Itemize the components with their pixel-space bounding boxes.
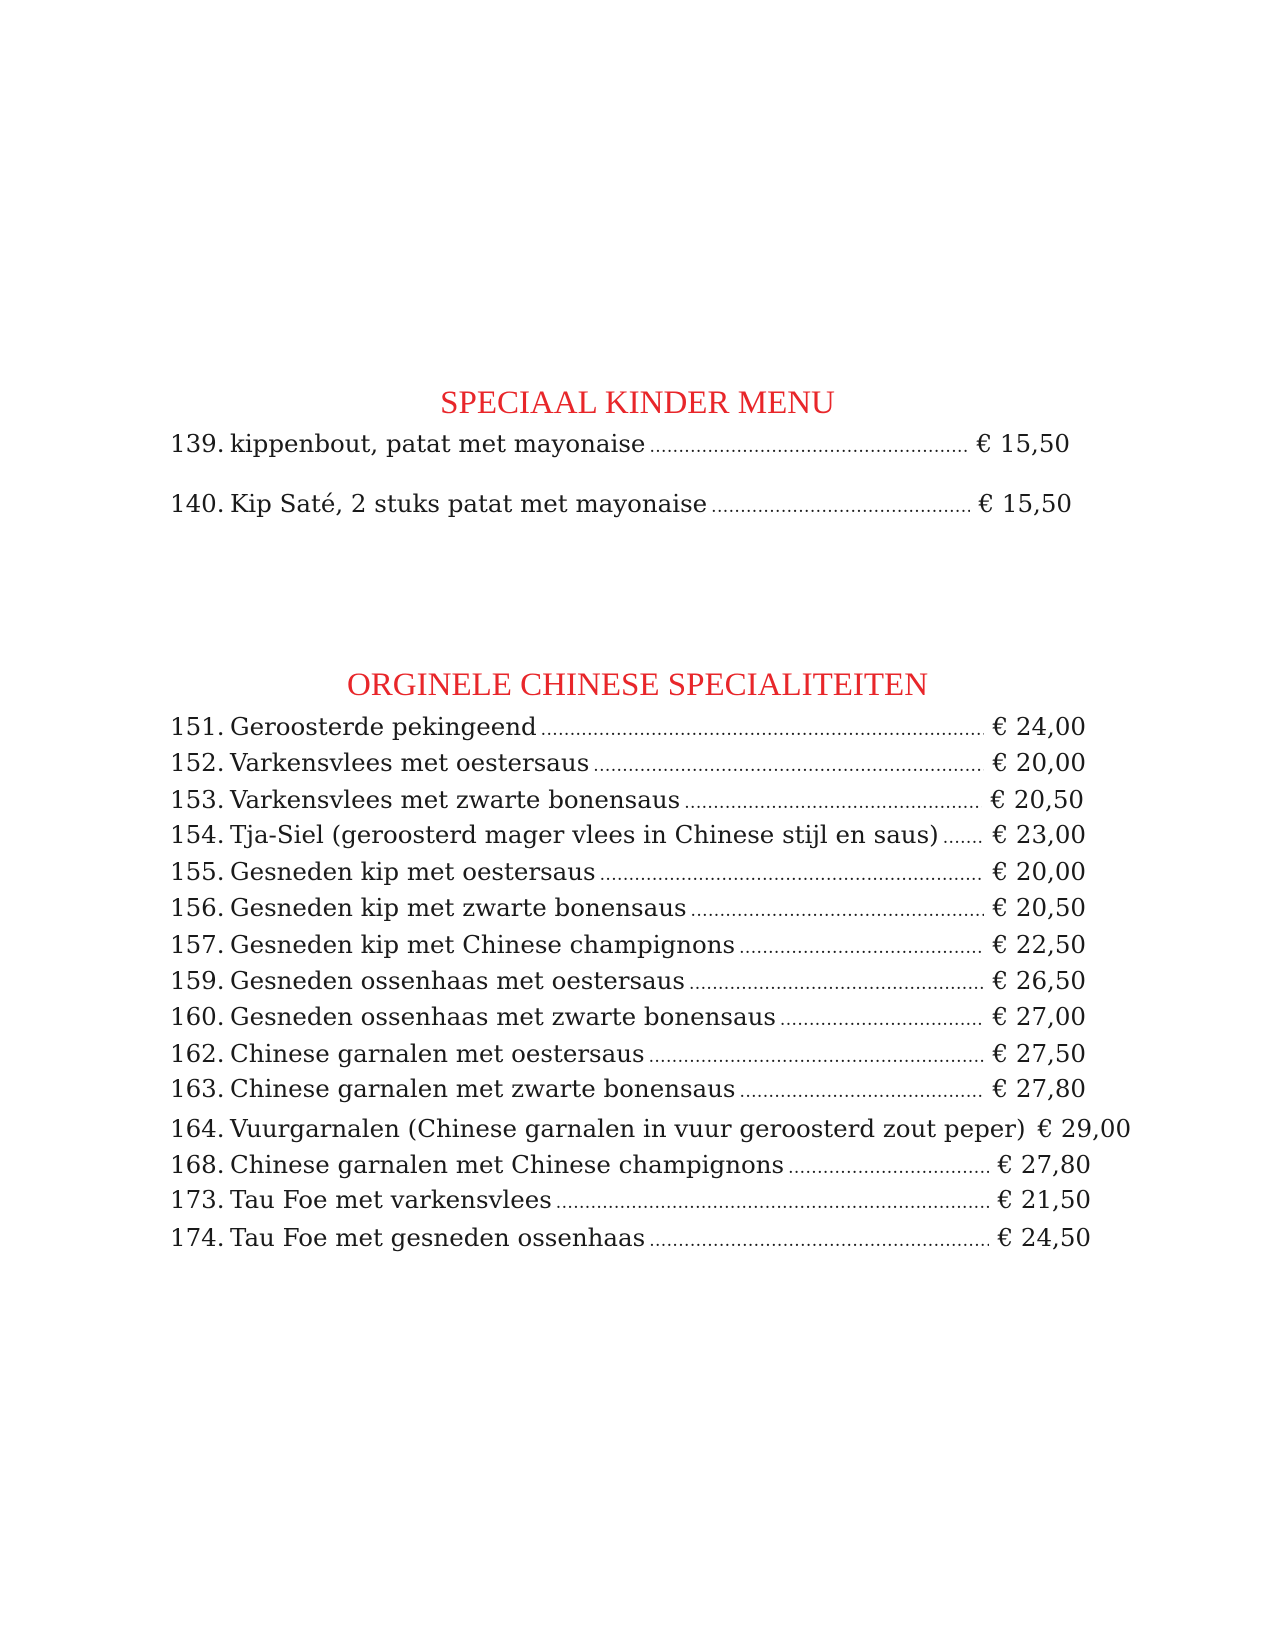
- item-name: Gesneden kip met oestersaus: [230, 857, 596, 886]
- item-name: Geroosterde pekingeend: [230, 712, 537, 741]
- menu-item-160: [170, 1000, 1086, 1034]
- item-name: Tau Foe met gesneden ossenhaas: [230, 1223, 646, 1252]
- dot-leader: [788, 1151, 989, 1185]
- dot-leader: [593, 749, 984, 783]
- item-number: 140.: [170, 489, 225, 518]
- item-price: € 24,50: [997, 1223, 1091, 1252]
- item-price: € 23,00: [992, 820, 1086, 849]
- section-title-kinder-menu: SPECIAAL KINDER MENU: [440, 385, 835, 421]
- menu-item-163: [170, 1072, 1086, 1106]
- item-price: € 29,00: [1037, 1114, 1132, 1143]
- item-price: € 20,50: [992, 893, 1086, 922]
- menu-item-140: [170, 487, 1072, 521]
- dot-leader: [600, 858, 985, 892]
- item-price: € 27,50: [992, 1039, 1086, 1068]
- dot-leader: [943, 821, 985, 855]
- item-price: € 15,50: [976, 429, 1070, 458]
- dot-leader: [711, 490, 970, 524]
- item-number: 174.: [170, 1223, 225, 1252]
- item-number: 156.: [170, 893, 225, 922]
- item-name: Chinese garnalen met Chinese champignons: [230, 1150, 785, 1179]
- menu-item-155: [170, 855, 1086, 889]
- item-number: 168.: [170, 1150, 225, 1179]
- item-price: € 27,80: [997, 1150, 1091, 1179]
- item-name: Gesneden kip met Chinese champignons: [230, 930, 736, 959]
- item-name: Vuurgarnalen (Chinese garnalen in vuur geroosterd zout peper): [230, 1114, 1026, 1143]
- menu-item-157: [170, 928, 1086, 962]
- dot-leader: [689, 967, 985, 1001]
- menu-item-159: [170, 964, 1086, 998]
- item-number: 173.: [170, 1185, 225, 1214]
- item-number: 139.: [170, 429, 225, 458]
- item-price: € 21,50: [997, 1185, 1091, 1214]
- item-number: 162.: [170, 1039, 225, 1068]
- item-name: Varkensvlees met zwarte bonensaus: [230, 785, 681, 814]
- section-title-chinese-specialiteiten: ORGINELE CHINESE SPECIALITEITEN: [346, 667, 929, 703]
- item-price: € 27,80: [992, 1074, 1086, 1103]
- dot-leader: [649, 1224, 989, 1258]
- menu-item-162: [170, 1037, 1086, 1071]
- item-number: 151.: [170, 712, 225, 741]
- dot-leader: [649, 1040, 985, 1074]
- item-number: 157.: [170, 930, 225, 959]
- item-name: Gesneden ossenhaas met zwarte bonensaus: [230, 1002, 776, 1031]
- item-name: Kip Saté, 2 stuks patat met mayonaise: [230, 489, 708, 518]
- menu-item-168: [170, 1148, 1091, 1182]
- item-number: 159.: [170, 966, 225, 995]
- menu-item-139: [170, 427, 1070, 461]
- item-price: € 26,50: [992, 966, 1086, 995]
- item-name: Chinese garnalen met zwarte bonensaus: [230, 1074, 736, 1103]
- dot-leader: [740, 1075, 985, 1109]
- dot-leader: [739, 931, 984, 965]
- item-name: kippenbout, patat met mayonaise: [230, 429, 646, 458]
- item-name: Tau Foe met varkensvlees: [230, 1185, 552, 1214]
- dot-leader: [541, 713, 985, 747]
- menu-item-164: [170, 1112, 1132, 1146]
- dot-leader: [691, 894, 985, 928]
- dot-leader: [649, 430, 968, 464]
- item-name: Gesneden kip met zwarte bonensaus: [230, 893, 687, 922]
- item-price: € 20,50: [990, 785, 1084, 814]
- item-number: 160.: [170, 1002, 225, 1031]
- item-price: € 27,00: [992, 1002, 1086, 1031]
- menu-item-154: [170, 818, 1086, 852]
- item-price: € 24,00: [992, 712, 1086, 741]
- menu-item-174: [170, 1221, 1091, 1255]
- item-number: 163.: [170, 1074, 225, 1103]
- item-price: € 20,00: [992, 748, 1086, 777]
- item-number: 152.: [170, 748, 225, 777]
- item-name: Gesneden ossenhaas met oestersaus: [230, 966, 685, 995]
- menu-item-173: [170, 1183, 1091, 1217]
- item-price: € 20,00: [992, 857, 1086, 886]
- menu-item-152: [170, 746, 1086, 780]
- item-price: € 22,50: [992, 930, 1086, 959]
- dot-leader: [684, 786, 982, 820]
- item-name: Tja-Siel (geroosterd mager vlees in Chinese stijl en saus): [230, 820, 939, 849]
- item-number: 164.: [170, 1114, 225, 1143]
- menu-item-153: [170, 783, 1084, 817]
- dot-leader: [556, 1186, 990, 1220]
- item-number: 154.: [170, 820, 225, 849]
- item-number: 155.: [170, 857, 225, 886]
- item-price: € 15,50: [978, 489, 1072, 518]
- menu-item-156: [170, 891, 1086, 925]
- item-number: 153.: [170, 785, 225, 814]
- item-name: Varkensvlees met oestersaus: [230, 748, 590, 777]
- item-name: Chinese garnalen met oestersaus: [230, 1039, 645, 1068]
- menu-item-151: [170, 710, 1086, 744]
- dot-leader: [780, 1003, 985, 1037]
